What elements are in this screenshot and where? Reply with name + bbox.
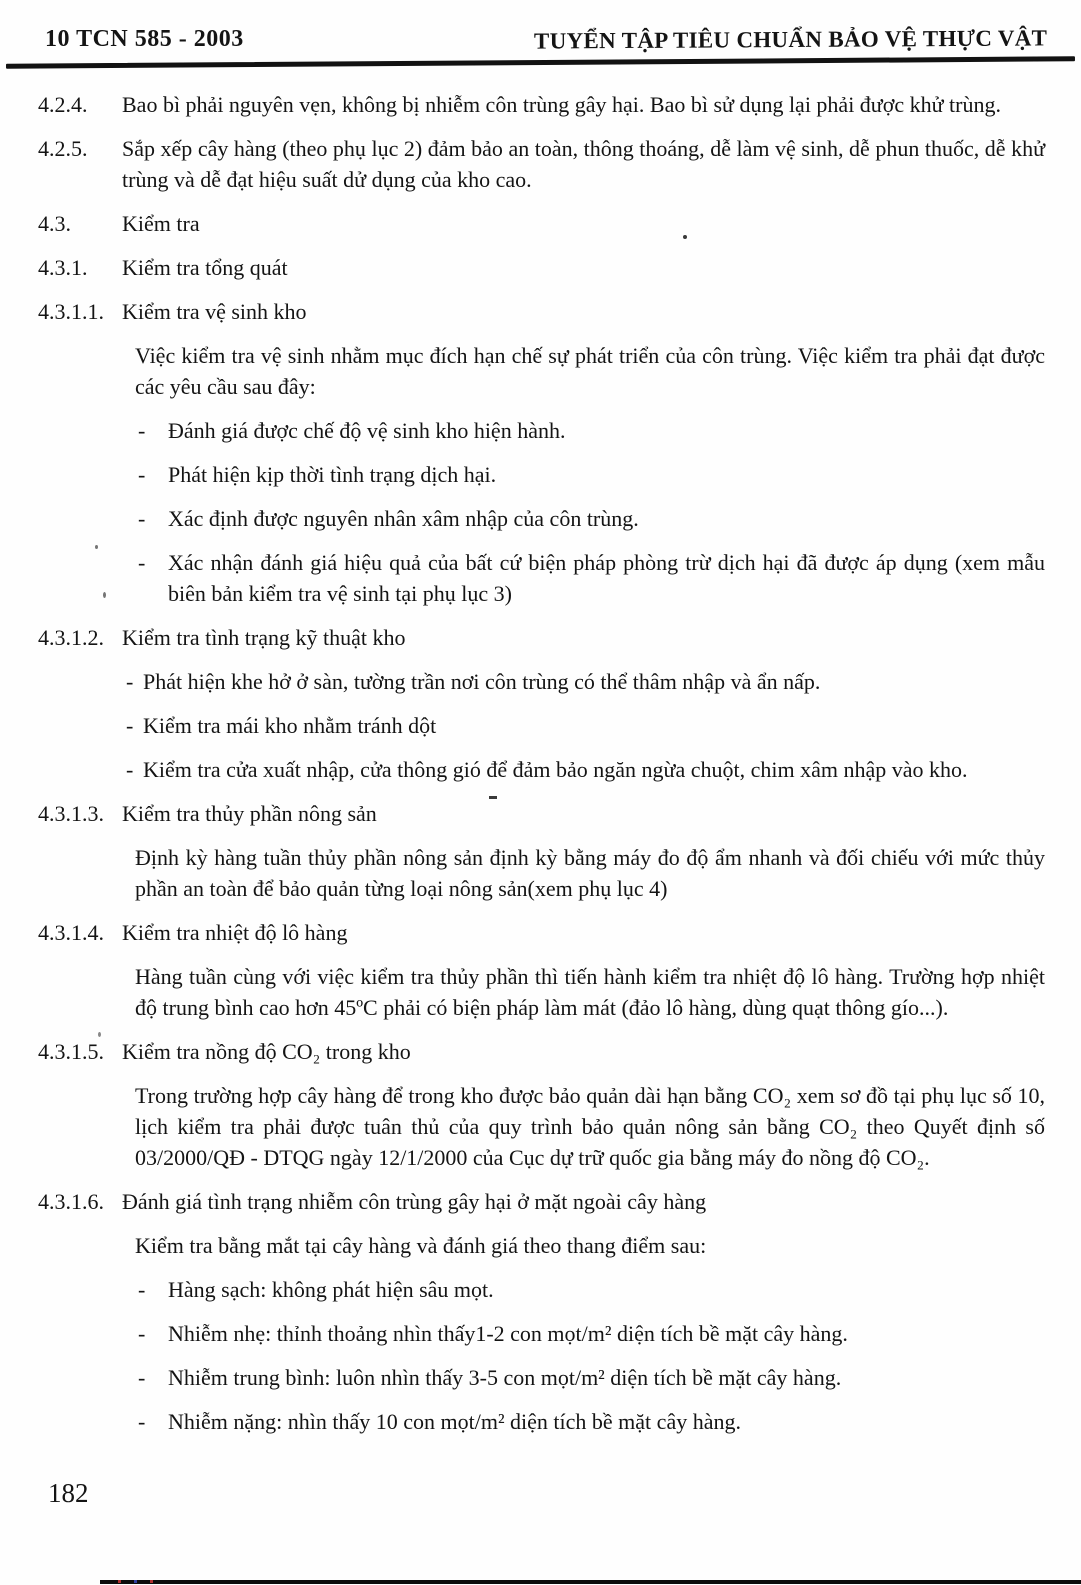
bullet-dash: -: [138, 462, 146, 487]
scan-speck-red: [118, 1580, 121, 1583]
bullet-text: Nhiễm nhẹ: thỉnh thoảng nhìn thấy1-2 con mọt/m² diện tích bề mặt cây hàng.: [168, 1321, 848, 1346]
bullet-text: Xác nhận đánh giá hiệu quả của bất cứ biện pháp phòng trừ dịch hại đã được áp dụng (xem mẫu biên bản kiểm tra vệ sinh tại phụ lục 3): [168, 550, 1045, 606]
bullet-text: Nhiễm trung bình: luôn nhìn thấy 3-5 con mọt/m² diện tích bề mặt cây hàng.: [168, 1365, 842, 1390]
paragraph: Định kỳ hàng tuần thủy phần nông sản định kỳ bằng máy đo độ ẩm nhanh và đối chiếu với mức thủy phần an toàn để bảo quản từng loại nông sản(xem phụ lục 4): [135, 845, 1045, 901]
section-text: Kiểm tra nhiệt độ lô hàng: [122, 920, 348, 945]
page-number: 182: [48, 1478, 89, 1508]
section-number: 4.3.1.5.: [38, 1039, 104, 1064]
bullet-dash: -: [138, 1277, 146, 1302]
list-item: [138, 415, 1045, 446]
section-number: 4.2.5.: [38, 136, 88, 161]
list-item: [138, 1318, 1045, 1349]
paragraph: Hàng tuần cùng với việc kiểm tra thủy phần thì tiến hành kiểm tra nhiệt độ lô hàng. Trường hợp nhiệt độ trung bình cao hơn 45ºC phải có biện pháp làm mát (đảo lô hàng, dùng quạt thông gío...).: [135, 964, 1045, 1020]
section-4-3-1-4: [38, 917, 1045, 948]
section-4-3-1-2: [38, 622, 1045, 653]
section-4-2-4: [38, 89, 1045, 120]
section-number: 4.3.1.2.: [38, 625, 104, 650]
bullet-dash: -: [126, 669, 134, 694]
page-header: [0, 0, 1081, 53]
scan-speck: [683, 235, 687, 239]
bullet-dash: -: [138, 550, 146, 575]
bullet-text: Kiểm tra cửa xuất nhập, cửa thông gió để đảm bảo ngăn ngừa chuột, chim xâm nhập vào kho.: [143, 757, 968, 782]
bullet-text: Hàng sạch: không phát hiện sâu mọt.: [168, 1277, 494, 1302]
section-text: Bao bì phải nguyên vẹn, không bị nhiễm côn trùng gây hại. Bao bì sử dụng lại phải được khử trùng.: [122, 92, 1001, 117]
paragraph: Trong trường hợp cây hàng để trong kho được bảo quản dài hạn bằng CO₂ xem sơ đồ tại phụ lục số 10, lịch kiểm tra phải được tuân thủ của quy trình bảo quản nông sản bằng CO₂ theo Quyết định số 03/2000/QĐ - DTQG ngày 12/1/2000 của Cục dự trữ quốc gia bằng máy đo nồng độ CO₂.: [135, 1083, 1045, 1170]
bullet-dash: -: [138, 1321, 146, 1346]
section-number: 4.3.1.1.: [38, 299, 104, 324]
bullet-dash: -: [126, 713, 134, 738]
scan-speck: [489, 796, 497, 799]
scan-speck-blue: [134, 1580, 137, 1583]
bullet-dash: -: [138, 1365, 146, 1390]
list-item: [138, 1362, 1045, 1393]
section-text: Đánh giá tình trạng nhiễm côn trùng gây hại ở mặt ngoài cây hàng: [122, 1189, 707, 1214]
section-4-3-1-6: [38, 1186, 1045, 1217]
section-number: 4.3.1.: [38, 255, 88, 280]
list-item: [138, 503, 1045, 534]
book-title: TUYỂN TẬP TIÊU CHUẨN BẢO VỆ THỰC VẬT: [533, 25, 1048, 54]
paragraph: Kiểm tra bằng mắt tại cây hàng và đánh giá theo thang điểm sau:: [135, 1233, 707, 1258]
bullet-text: Phát hiện khe hở ở sàn, tường trần nơi côn trùng có thể thâm nhập và ẩn nấp.: [143, 669, 821, 694]
section-4-3-1: [38, 252, 1045, 283]
section-text: Kiểm tra: [122, 211, 200, 236]
section-4-2-5: [38, 133, 1045, 195]
section-4-3-1-1: [38, 296, 1045, 327]
paragraph: Việc kiểm tra vệ sinh nhằm mục đích hạn chế sự phát triển của côn trùng. Việc kiểm tra phải đạt được các yêu cầu sau đây:: [135, 343, 1045, 399]
section-4-3: [38, 208, 1045, 239]
section-text: Sắp xếp cây hàng (theo phụ lục 2) đảm bảo an toàn, thông thoáng, dễ làm vệ sinh, dễ phun thuốc, dễ khử trùng và dễ đạt hiệu suất dử dụng của kho cao.: [122, 136, 1045, 192]
section-text: Kiểm tra thủy phần nông sản: [122, 801, 377, 826]
bullet-dash: -: [138, 418, 146, 443]
doc-code: 10 TCN 585 - 2003: [45, 26, 244, 52]
section-text: Kiểm tra tổng quát: [122, 255, 288, 280]
bullet-dash: -: [126, 757, 134, 782]
section-number: 4.3.: [38, 211, 71, 236]
bottom-scan-edge: [100, 1580, 1081, 1584]
section-number: 4.3.1.4.: [38, 920, 104, 945]
page-body: [0, 65, 1081, 1437]
section-number: 4.3.1.3.: [38, 801, 104, 826]
section-text: Kiểm tra vệ sinh kho: [122, 299, 307, 324]
scan-speck: [103, 592, 106, 598]
scan-speck: [98, 1032, 101, 1037]
section-text: Kiểm tra nồng độ CO₂ trong kho: [122, 1039, 411, 1064]
section-4-3-1-3: [38, 798, 1045, 829]
list-item: [138, 1406, 1045, 1437]
list-item: [138, 547, 1045, 609]
section-number: 4.2.4.: [38, 92, 88, 117]
list-item: [138, 459, 1045, 490]
section-4-3-1-5: [38, 1036, 1045, 1067]
section-number: 4.3.1.6.: [38, 1189, 104, 1214]
bullet-text: Kiểm tra mái kho nhằm tránh dột: [143, 713, 437, 738]
list-item: [126, 754, 1045, 785]
list-item: [126, 666, 1045, 697]
list-item: [126, 710, 1045, 741]
bullet-text: Nhiễm nặng: nhìn thấy 10 con mọt/m² diện tích bề mặt cây hàng.: [168, 1409, 741, 1434]
bullet-dash: -: [138, 506, 146, 531]
section-text: Kiểm tra tình trạng kỹ thuật kho: [122, 625, 406, 650]
scan-speck-red: [150, 1580, 153, 1583]
bullet-text: Phát hiện kịp thời tình trạng dịch hại.: [168, 462, 497, 487]
bullet-text: Đánh giá được chế độ vệ sinh kho hiện hành.: [168, 418, 566, 443]
bullet-text: Xác định được nguyên nhân xâm nhập của côn trùng.: [168, 506, 639, 531]
scan-speck: [95, 545, 98, 549]
list-item: [138, 1274, 1045, 1305]
bullet-dash: -: [138, 1409, 146, 1434]
